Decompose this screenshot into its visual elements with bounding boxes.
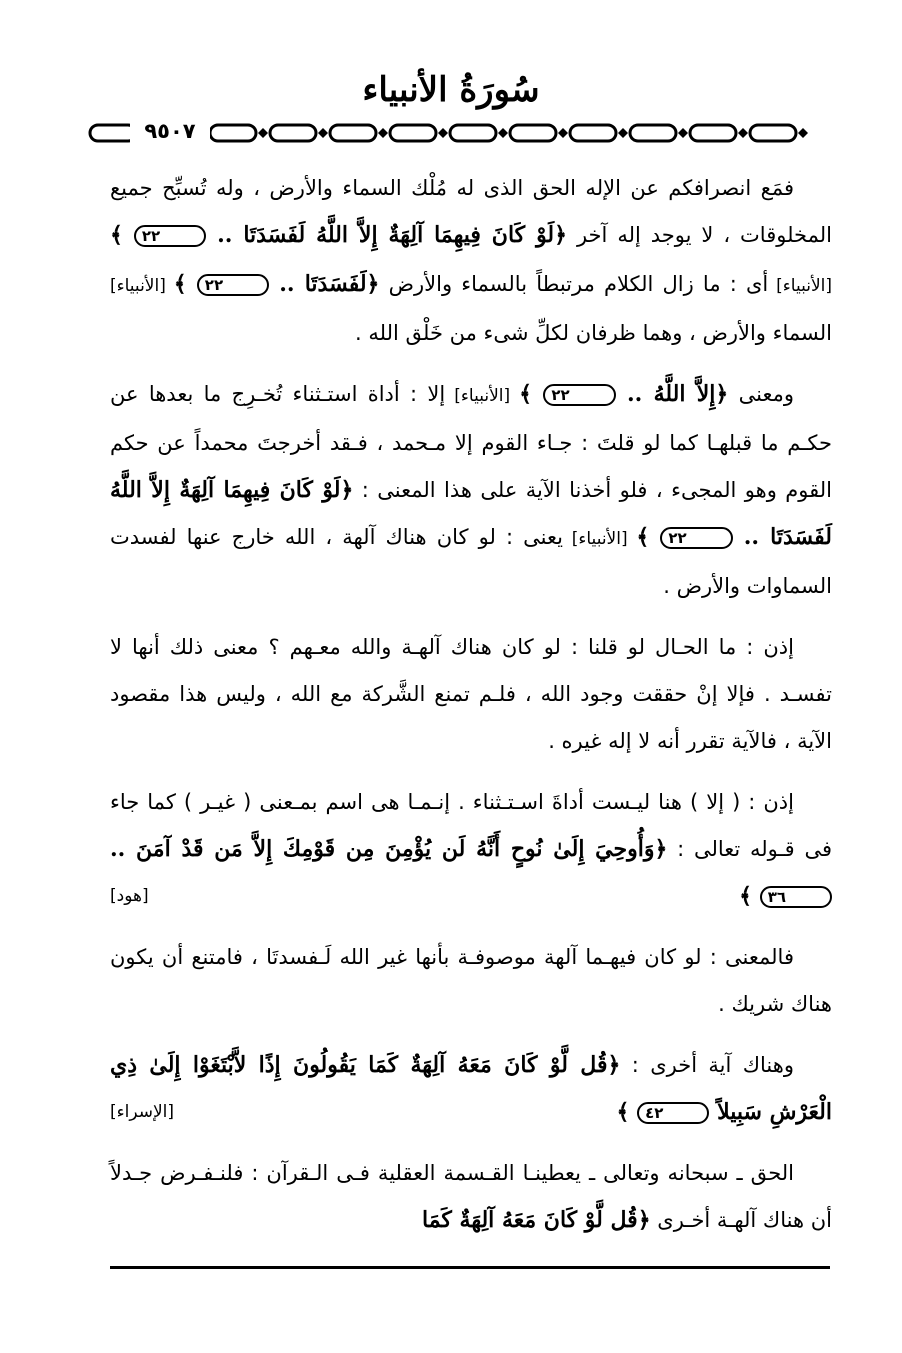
paragraph [110,934,832,1028]
quran-verse: ﴿وَأُوحِيَ إِلَىٰ نُوحٍ أَنَّهُ لَن يُؤْمِنَ مِن قَوْمِكَ إِلاَّ مَن قَدْ آمَنَ .. [110,836,668,862]
quran-verse: ﴿لَفَسَدَتَا .. [269,271,380,297]
chain-diamond [738,128,748,138]
chain-link [210,125,256,141]
chain-diamond [378,128,388,138]
paragraph [110,1150,832,1244]
quran-verse: ﴿لَوْ كَانَ فِيهِمَا آلِهَةٌ إِلاَّ اللَّهُ لَفَسَدَتَا .. [206,222,568,248]
verse-number: ٢٢ [543,384,615,406]
chain-link [510,125,556,141]
body-text: يعنى : لو كان هناك آلهة ، الله خارج عنها لفسدت السماوات والأرض . [110,525,832,598]
chain-diamond [558,128,568,138]
verse-number: ٢٢ [660,527,732,549]
body-text: ومعنى [728,382,794,406]
quran-verse: ﴾ [110,222,134,248]
chain-link [270,125,316,141]
quran-verse: ﴾ [519,381,544,407]
quran-verse: ﴾ [173,271,197,297]
quran-verse: ﴿قُل لَّوْ كَانَ مَعَهُ آلِهَةٌ كَمَا يَقُولُونَ إِذًا لاَّبْتَغَوْا إِلَىٰ ذِي الْعَرْشِ سَبِيلاً [110,1052,832,1125]
quran-verse: ﴿لَوْ كَانَ فِيهِمَا آلِهَةٌ إِلاَّ اللَّهُ لَفَسَدَتَا .. [110,477,832,550]
chain-link [630,125,676,141]
paragraph [110,624,832,765]
verse-number: ٢٢ [134,225,206,247]
quran-verse: ﴿قُل لَّوْ كَانَ مَعَهُ آلِهَةٌ كَمَا [421,1207,651,1233]
surah-reference: [هود] [110,886,149,906]
surah-reference: [الأنبياء] [110,276,174,296]
paragraph [110,371,832,610]
chain-diamond [798,128,808,138]
verse-number: ٢٢ [197,274,269,296]
quran-verse: ﴿إِلاَّ اللَّهُ .. [615,381,729,407]
bottom-divider [110,1266,830,1269]
chain-diamond [678,128,688,138]
chain-link [690,125,736,141]
chain-link [390,125,436,141]
surah-reference: [الأنبياء] [445,386,520,406]
body-text: الحق ـ سبحانه وتعالى ـ يعطينـا القـسمة العقلية فـى الـقرآن : فلنـفـرض جـدلاً أن هناك آلهـة أخـرى [110,1161,832,1232]
paragraph [110,165,832,357]
verse-number: ٤٢ [637,1102,709,1124]
chain-diamond [498,128,508,138]
body-text: فمَع انصرافكم عن الإله الحق الذى له مُلْك السماء والأرض ، وله تُسبِّح جميع المخلوقات ، لا يوجد إله آخر [110,176,832,247]
chain-diamond [318,128,328,138]
page-number: ٩٥٠٧ [130,116,210,146]
quran-verse: ﴾ [616,1099,638,1125]
surah-reference: [الأنبياء] [562,529,637,549]
body-text: وهناك آية أخرى : [620,1053,794,1077]
chain-diamond [438,128,448,138]
body-text: السماء والأرض ، وهما ظرفان لكلِّ شىء من خَلْق الله . [355,321,832,345]
body-text: أى : ما زال الكلام مرتبطاً بالسماء والأرض [379,272,769,296]
surah-title: سُورَةُ الأنبياء [362,70,540,110]
quran-verse: ﴾ [636,524,661,550]
chain-link [450,125,496,141]
quran-verse: ﴾ [739,883,760,909]
page-body [110,165,832,1258]
verse-number: ٣٦ [760,886,832,908]
chain-link [330,125,376,141]
paragraph [110,779,832,920]
body-text: فالمعنى : لو كان فيهـما آلهة موصوفـة بأنها غير الله لَـفسدتَا ، فامتنع أن يكون هناك شريك . [110,945,832,1016]
chain-link [750,125,796,141]
chain-diamond [258,128,268,138]
chain-link [570,125,616,141]
chain-diamond [618,128,628,138]
body-text: إلا : أداة استـثناء تُخـرِج ما بعدها عن حكـم ما قبلهـا كما لو قلتَ : جـاء القوم إلا مـحمد ، فـقد أخرجتَ محمداً عن حكم القوم وهو المجىء ، فلو أخذنا الآية على هذا المعنى : [110,382,832,502]
surah-reference: [الأنبياء] [768,276,833,296]
body-text: إذن : ما الحـال لو قلنا : لو كان هناك آلهـة والله معـهم ؟ معنى ذلك أنها لا تفسـد . فإلا إنْ حققت وجود الله ، فلـم تمنع الشَّركة مع الله ، وليس هذا مقصود الآية ، فالآية تقرر أنه لا إله غيره . [110,635,832,753]
body-text: إذن : ( إلا ) هنا ليـست أداةَ اسـتـثناء . إنـمـا هى اسم بمـعنى ( غيـر ) كما جاء فى قـوله تعالى : [110,790,832,861]
surah-reference: [الإسراء] [110,1102,175,1122]
paragraph [110,1042,832,1136]
